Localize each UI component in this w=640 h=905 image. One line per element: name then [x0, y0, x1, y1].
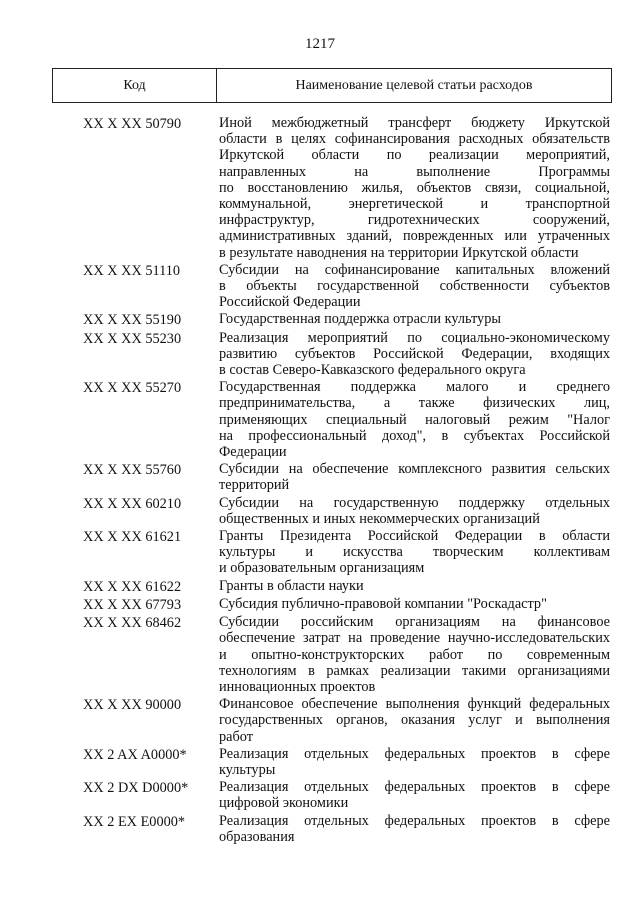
description-line: в состав Северо-Кавказского федерального округа — [219, 362, 526, 379]
description-line: направленных на выполнение Программы — [219, 163, 610, 180]
description-line: территорий — [219, 477, 290, 494]
row-description — [219, 311, 610, 328]
description-line: и образовательным организациям — [219, 560, 425, 577]
row-description — [219, 746, 610, 778]
row-code: XX 2 EX E0000* — [83, 813, 186, 830]
description-line: по восстановлению жилья, объектов связи, социальной, — [219, 179, 610, 196]
expense-items-table — [0, 115, 640, 846]
description-line: общественных и иных некоммерческих организаций — [219, 510, 540, 527]
description-line: коммунальной, энергетической и транспортной — [219, 196, 610, 213]
row-description — [219, 779, 610, 811]
description-line: инновационных проектов — [219, 678, 376, 695]
row-description — [219, 115, 610, 261]
table-row — [0, 578, 640, 595]
table-row — [0, 330, 640, 379]
description-line: Финансовое обеспечение выполнения функций федеральных — [219, 696, 610, 713]
row-code: XX X XX 61621 — [83, 529, 182, 546]
description-line: Российской Федерации — [219, 294, 361, 311]
row-code: XX X XX 60210 — [83, 495, 182, 512]
row-description — [219, 596, 610, 613]
description-line: образования — [219, 828, 295, 845]
row-code: XX X XX 55270 — [83, 380, 182, 397]
description-line: инфраструктур, гидротехнических сооружений, — [219, 212, 610, 229]
row-code: XX 2 AX A0000* — [83, 746, 187, 763]
table-row — [0, 696, 640, 745]
description-line: цифровой экономики — [219, 795, 349, 812]
description-line: развитию субъектов Российской Федерации, входящих — [219, 345, 610, 362]
description-line: Гранты Президента Российской Федерации в области — [219, 528, 610, 545]
description-line: предпринимательства, а также физических лиц, — [219, 395, 610, 412]
table-row — [0, 596, 640, 613]
description-line: технологиям в рамках реализации такими организациями — [219, 662, 610, 679]
row-description — [219, 578, 610, 595]
row-description — [219, 461, 610, 493]
description-line: Субсидии на софинансирование капитальных вложений — [219, 261, 610, 278]
table-row — [0, 379, 640, 460]
row-code: XX X XX 68462 — [83, 615, 182, 632]
row-code: XX X XX 55190 — [83, 312, 182, 329]
row-description — [219, 528, 610, 577]
row-code: XX X XX 67793 — [83, 596, 182, 613]
table-row — [0, 115, 640, 261]
description-line: Субсидия публично-правовой компании "Роскадастр" — [219, 595, 547, 612]
row-code: XX 2 DX D0000* — [83, 780, 189, 797]
description-line: области в целях софинансирования расходных обязательств — [219, 131, 610, 148]
table-row — [0, 813, 640, 845]
description-line: государственных органов, оказания услуг и выполнения — [219, 712, 610, 729]
row-code: XX X XX 51110 — [83, 262, 181, 279]
description-line: Федерации — [219, 444, 287, 461]
row-description — [219, 330, 610, 379]
description-line: Реализация отдельных федеральных проектов в сфере — [219, 812, 610, 829]
row-description — [219, 696, 610, 745]
description-line: в объекты государственной собственности субъектов — [219, 278, 610, 295]
row-code: XX X XX 90000 — [83, 697, 182, 714]
description-line: Гранты в области науки — [219, 577, 364, 594]
table-header — [52, 68, 612, 103]
description-line: Реализация отдельных федеральных проектов в сфере — [219, 779, 610, 796]
table-row — [0, 495, 640, 527]
table-row — [0, 528, 640, 577]
table-row — [0, 746, 640, 778]
description-line: применяющих специальный налоговый режим "Налог — [219, 411, 610, 428]
table-row — [0, 461, 640, 493]
description-line: на профессиональный доход", в субъектах Российской — [219, 427, 610, 444]
header-name: Наименование целевой статьи расходов — [295, 77, 533, 93]
row-description — [219, 614, 610, 695]
description-line: Субсидии на обеспечение комплексного развития сельских — [219, 461, 610, 478]
row-code: XX X XX 50790 — [83, 116, 182, 132]
description-line: и опытно-конструкторских работ по современным — [219, 646, 610, 663]
row-description — [219, 813, 610, 845]
row-code: XX X XX 55760 — [83, 462, 182, 479]
description-line: Государственная поддержка отрасли культуры — [219, 311, 501, 328]
description-line: Реализация мероприятий по социально-экономическому — [219, 329, 610, 346]
description-line: работ — [219, 728, 253, 745]
row-code: XX X XX 55230 — [83, 330, 182, 347]
table-row — [0, 311, 640, 328]
description-line: обеспечение затрат на проведение научно-исследовательских — [219, 630, 610, 647]
description-line: Субсидии на государственную поддержку отдельных — [219, 494, 610, 511]
table-row — [0, 779, 640, 811]
table-row — [0, 262, 640, 311]
table-row — [0, 614, 640, 695]
row-description — [219, 262, 610, 311]
description-line: культуры и искусства творческим коллективам — [219, 544, 610, 561]
description-line: Иной межбюджетный трансферт бюджету Иркутской — [219, 115, 610, 131]
description-line: административных зданий, поврежденных или утраченных — [219, 228, 610, 245]
description-line: Государственная поддержка малого и среднего — [219, 379, 610, 396]
row-code: XX X XX 61622 — [83, 578, 182, 595]
row-description — [219, 379, 610, 460]
description-line: Реализация отдельных федеральных проектов в сфере — [219, 745, 610, 762]
row-description — [219, 495, 610, 527]
page-number: 1217 — [305, 36, 335, 52]
description-line: культуры — [219, 761, 276, 778]
description-line: в результате наводнения на территории Иркутской области — [219, 244, 579, 261]
description-line: Иркутской области по реализации мероприятий, — [219, 147, 610, 164]
header-code: Код — [53, 69, 217, 102]
description-line: Субсидии российским организациям на финансовое — [219, 614, 610, 631]
